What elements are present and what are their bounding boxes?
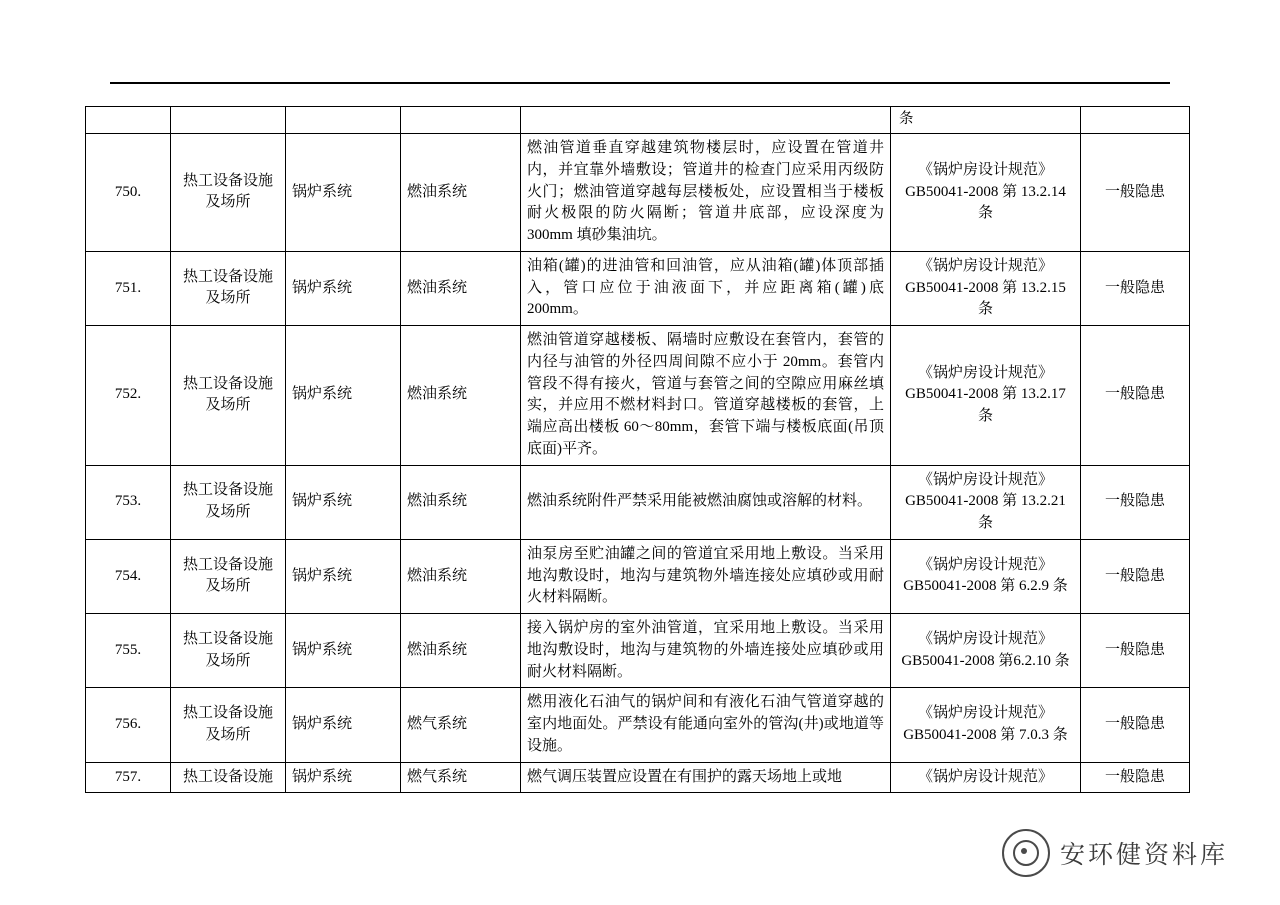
cell-description: 燃用液化石油气的锅炉间和有液化石油气管道穿越的室内地面处。严禁设有能通向室外的管沟(井)或地道等设施。 xyxy=(521,688,891,762)
cell-description: 油泵房至贮油罐之间的管道宜采用地上敷设。当采用地沟敷设时，地沟与建筑物外墙连接处应填砂或用耐火材料隔断。 xyxy=(521,539,891,613)
cell-level xyxy=(1081,107,1190,134)
cell-num: 750. xyxy=(86,134,171,252)
cell-level: 一般隐患 xyxy=(1081,326,1190,466)
table-row xyxy=(86,465,1190,539)
cell-description: 燃油管道垂直穿越建筑物楼层时，应设置在管道井内，并宜靠外墙敷设；管道井的检查门应采用丙级防火门；燃油管道穿越每层楼板处，应设置相当于楼板耐火极限的防火隔断；管道井底部，应设深度为 300mm 填砂集油坑。 xyxy=(521,134,891,252)
cell-level: 一般隐患 xyxy=(1081,134,1190,252)
cell-num: 757. xyxy=(86,762,171,793)
reference-line: GB50041-2008 第6.2.10 条 xyxy=(901,652,1070,669)
reference-line: 条 xyxy=(977,408,993,425)
table-row xyxy=(86,614,1190,688)
cell-level: 一般隐患 xyxy=(1081,762,1190,793)
cell-category: 热工设备设施及场所 xyxy=(171,614,286,688)
cell-level: 一般隐患 xyxy=(1081,465,1190,539)
hazard-table xyxy=(85,106,1190,793)
cell-num: 754. xyxy=(86,539,171,613)
reference-line: 《锅炉房设计规范》 xyxy=(917,161,1053,178)
cell-subsystem xyxy=(401,107,521,134)
reference-line: 《锅炉房设计规范》 xyxy=(917,630,1053,647)
reference-line: GB50041-2008 第 13.2.14 xyxy=(905,183,1066,200)
cell-reference xyxy=(891,539,1081,613)
cell-subsystem: 燃气系统 xyxy=(401,688,521,762)
reference-line: 条 xyxy=(977,515,993,531)
cell-description: 燃油管道穿越楼板、隔墙时应敷设在套管内，套管的内径与油管的外径四周间隙不应小于 20mm。套管内管段不得有接火，管道与套管之间的空隙应用麻丝填实，并应用不燃材料封口。管道穿越楼板的套管，上端应高出楼板 60～80mm，套管下端与楼板底面(吊顶底面)平齐。 xyxy=(521,326,891,466)
table-row xyxy=(86,762,1190,793)
cell-num: 756. xyxy=(86,688,171,762)
cell-subsystem: 燃油系统 xyxy=(401,326,521,466)
cell-description xyxy=(521,107,891,134)
table-row xyxy=(86,539,1190,613)
cell-level: 一般隐患 xyxy=(1081,688,1190,762)
cell-category: 热工设备设施及场所 xyxy=(171,688,286,762)
cell-system: 锅炉系统 xyxy=(286,465,401,539)
header-rule xyxy=(110,82,1170,84)
cell-category: 热工设备设施 xyxy=(171,762,286,793)
cell-description: 接入锅炉房的室外油管道，宜采用地上敷设。当采用地沟敷设时，地沟与建筑物的外墙连接处应填砂或用耐火材料隔断。 xyxy=(521,614,891,688)
cell-category: 热工设备设施及场所 xyxy=(171,539,286,613)
reference-line: GB50041-2008 第 13.2.21 xyxy=(905,493,1066,510)
reference-line: GB50041-2008 第 13.2.15 xyxy=(905,279,1066,296)
cell-system: 锅炉系统 xyxy=(286,688,401,762)
cell-subsystem: 燃气系统 xyxy=(401,762,521,793)
cell-reference xyxy=(891,326,1081,466)
reference-line: GB50041-2008 第 7.0.3 条 xyxy=(903,726,1068,743)
cell-num: 755. xyxy=(86,614,171,688)
cell-reference xyxy=(891,688,1081,762)
cell-system xyxy=(286,107,401,134)
cell-level: 一般隐患 xyxy=(1081,251,1190,325)
cell-subsystem: 燃油系统 xyxy=(401,614,521,688)
cell-reference: 条 xyxy=(891,107,1081,134)
cell-reference xyxy=(891,134,1081,252)
cell-subsystem: 燃油系统 xyxy=(401,465,521,539)
cell-num xyxy=(86,107,171,134)
watermark xyxy=(1002,829,1228,877)
table-row xyxy=(86,688,1190,762)
reference-line: 条 xyxy=(977,205,993,222)
cell-num: 751. xyxy=(86,251,171,325)
cell-description: 燃油系统附件严禁采用能被燃油腐蚀或溶解的材料。 xyxy=(521,465,891,539)
cell-reference xyxy=(891,614,1081,688)
cell-num: 752. xyxy=(86,326,171,466)
reference-line: 《锅炉房设计规范》 xyxy=(917,768,1053,785)
cell-description: 油箱(罐)的进油管和回油管，应从油箱(罐)体顶部插入，管口应位于油液面下，并应距离箱(罐)底 200mm。 xyxy=(521,251,891,325)
cell-subsystem: 燃油系统 xyxy=(401,134,521,252)
reference-line: 条 xyxy=(977,301,993,318)
reference-line: 《锅炉房设计规范》 xyxy=(917,364,1053,381)
cell-subsystem: 燃油系统 xyxy=(401,251,521,325)
cell-category: 热工设备设施及场所 xyxy=(171,134,286,252)
cell-subsystem: 燃油系统 xyxy=(401,539,521,613)
watermark-label: 安环健资料库 xyxy=(1059,841,1228,869)
logo-icon xyxy=(1002,829,1050,877)
reference-line: 《锅炉房设计规范》 xyxy=(917,471,1053,488)
cell-level: 一般隐患 xyxy=(1081,539,1190,613)
table-row xyxy=(86,251,1190,325)
reference-line: 《锅炉房设计规范》 xyxy=(917,556,1053,573)
reference-line: GB50041-2008 第 13.2.17 xyxy=(905,386,1066,403)
cell-system: 锅炉系统 xyxy=(286,251,401,325)
cell-category: 热工设备设施及场所 xyxy=(171,465,286,539)
table-row xyxy=(86,134,1190,252)
cell-system: 锅炉系统 xyxy=(286,326,401,466)
cell-reference xyxy=(891,762,1081,793)
reference-line: 《锅炉房设计规范》 xyxy=(917,705,1053,722)
cell-system: 锅炉系统 xyxy=(286,539,401,613)
cell-level: 一般隐患 xyxy=(1081,614,1190,688)
table-body xyxy=(86,107,1190,793)
table-row-continuation xyxy=(86,107,1190,134)
cell-system: 锅炉系统 xyxy=(286,134,401,252)
cell-system: 锅炉系统 xyxy=(286,614,401,688)
table-row xyxy=(86,326,1190,466)
cell-system: 锅炉系统 xyxy=(286,762,401,793)
reference-line: GB50041-2008 第 6.2.9 条 xyxy=(903,578,1068,595)
cell-category: 热工设备设施及场所 xyxy=(171,326,286,466)
cell-reference xyxy=(891,251,1081,325)
hazard-table-container xyxy=(85,106,1189,793)
reference-line: 《锅炉房设计规范》 xyxy=(917,257,1053,274)
cell-num: 753. xyxy=(86,465,171,539)
cell-category xyxy=(171,107,286,134)
cell-description: 燃气调压装置应设置在有围护的露天场地上或地 xyxy=(521,762,891,793)
cell-category: 热工设备设施及场所 xyxy=(171,251,286,325)
cell-reference xyxy=(891,465,1081,539)
